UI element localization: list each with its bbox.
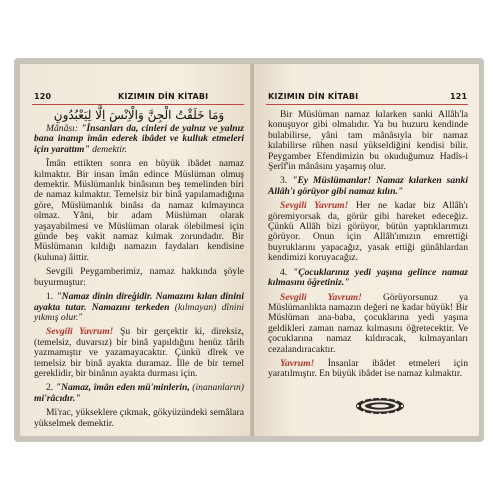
address-label: Yavrum! [280, 357, 315, 369]
left-page-number: 120 [34, 92, 52, 101]
right-running-header: KIZIMIN DİN KİTABI [268, 92, 359, 101]
hadith-quote-end: mi'râcıdır." [34, 392, 81, 404]
hadith-quote: "Ey Müslümanlar! Namaz kılarken sanki Allâh'ı görüyor gibi namaz kılın." [268, 175, 469, 197]
answer-text: Görüyorsunuz ya Müslümanlıkta namazın değeri ne kadar büyük! Bir Müslüman ana-baba, çocuklarına yedi yaşına geldikleri zaman namaz kılmasını öğretecektir. Ve çocuklarına namaz kıldıracak, kılmayanları cezalandıracaktır. [268, 291, 469, 355]
left-page [20, 64, 252, 436]
meaning-tail: demektir. [89, 143, 128, 155]
address-label: Sevgili Yavrum! [280, 200, 349, 212]
address-label: Sevgili Yavrum! [46, 326, 114, 338]
hadith-3 [268, 176, 468, 197]
paragraph: Mi'rac, yükseklere çıkmak, gökyüzündeki semâlara yükselmek demektir. [34, 407, 244, 429]
paragraph: Îmân ettikten sonra en büyük ibâdet namaz kılmaktır. Bir insan îmân edince Müslüman olmuş demektir. Müslümanlık binâsının beş temelinden biri de namaz kılmaktır. Temelsiz bir binâ yapılamadığına göre, Müslümanlık binâsı da namaz kılmayınca olmaz. Yâni, bir adam Müslüman olarak yaşayabilmesi ve Müslüman olarak ölebilmesi için günde beş vakit namaz kılmak zorundadır. Bir Müslümanın kıldığı namazın faydaları kendisine (kuluna) âittir. [34, 158, 244, 263]
answer-3 [268, 201, 468, 263]
hadith-number: 1. [46, 291, 57, 303]
address-label: Sevgili Yavrum! [280, 291, 362, 303]
decorative-ornament-icon [354, 396, 406, 416]
answer-text: Her ne kadar biz Allâh'ı göremiyorsak da, görür gibi hareket edeceğiz. Çünkü Allâh bizi görüyor, bütün yaptıklarımızı görüyor. Onun için Allâh'ımızın emrettiği buyruklarını yapacağız, yasak ettiği günâhlardan kendimizi koruyacağız. [268, 200, 468, 264]
left-running-header: KIZIMIN DİN KİTABI [118, 92, 209, 101]
answer-text: İnsanlar ibâdet etmeleri için yaratılmıştır. En büyük ibâdet ise namaz kılmaktır. [268, 357, 468, 380]
hadith-4 [268, 268, 468, 289]
paragraph: Sevgili Peygamberimiz, namaz hakkında şöyle buyurmuştur: [34, 266, 244, 288]
right-page [254, 64, 479, 436]
hadith-continuation: (kılmayan) dînini yıkmış olur." [34, 301, 244, 323]
left-page-body [34, 108, 244, 429]
left-header-rule [32, 104, 244, 105]
answer-1 [34, 327, 244, 379]
answer-5 [268, 359, 468, 380]
meaning-text: "İnsanları da, cinleri de yalnız ve yalnız bana inanıp îmân ederek ibâdet ve kulluk etmeleri için yarattım" [34, 123, 244, 155]
hadith-quote: "Çocuklarınız yedi yaşına gelince namaz kılmasını öğretiniz." [268, 266, 469, 289]
hadith-number: 4. [280, 266, 293, 278]
right-header-rule [266, 104, 468, 105]
paragraph: Bir Müslüman namaz kılarken sanki Allâh'la konuşuyor gibi olmalıdır. Ya bu huzuru kendinde bulabilirse, yâni tam mânâsıyla bir namaz kılabilirse rûhen nasıl yükseldiğini kendisi bilir. Peygamber Efendimizin bu okuduğumuz Hadîs-i Şerîf'in mânâsını yaşamış olur. [268, 109, 468, 173]
right-page-number: 121 [450, 92, 468, 101]
hadith-2 [34, 383, 244, 404]
arabic-verse: وَمَا خَلَقْتُ الْجِنَّ وَالْاِنْسَ اِلَّا لِيَعْبُدُونِ [53, 108, 225, 122]
answer-4 [268, 293, 468, 355]
hadith-number: 3. [280, 175, 293, 187]
meaning-label: Mânâsı: [46, 123, 78, 134]
open-book [14, 58, 484, 442]
hadith-quote: "Namaz dînin direğidir. Namazını kılan dînini ayakta tutar. Namazını terkeden [34, 291, 244, 313]
right-page-body [268, 110, 468, 380]
verse-meaning [34, 124, 244, 155]
hadith-1 [34, 292, 244, 323]
answer-text: Şu bir gerçektir ki, direksiz, (temelsiz, duvarsız) bir binâ yapıldığını henüz târih yazmamıştır ve yazamayacaktır. Çünkü dîrek ve temelsiz bir binâ ayakta duramaz. İlle de bir temel gereklidir, bir binânın ayakta durması için. [34, 326, 244, 379]
hadith-continuation: (inananların) [189, 382, 244, 394]
hadith-quote: "Namaz, îmân eden mü'minlerin, [55, 382, 190, 394]
hadith-number: 2. [46, 382, 56, 394]
